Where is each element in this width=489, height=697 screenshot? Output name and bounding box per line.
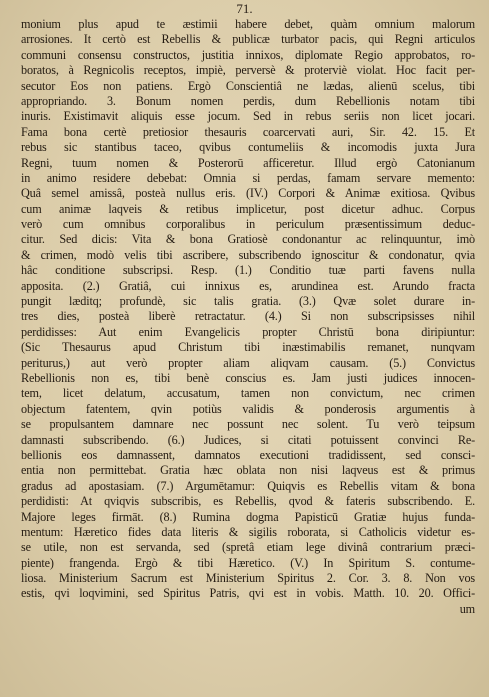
text-line: damnasti subscribendo. (6.) Judices, si citati potuissent convinci Re- — [21, 432, 475, 447]
text-line: monium plus apud te æstimii habere debet, quàm omnium malorum — [21, 17, 475, 31]
text-line: & crimen, modò velis tibi ascribere, subscribendo ignoscitur & condonatur, qvia — [21, 247, 475, 262]
text-line: Rebellionis non es, tibi benè conscius es. Jam justi judices innocen- — [21, 370, 475, 385]
text-line: inuris. Existimavit aliquis esse jocum. Sed in rebus seriis non licet jocari. — [21, 109, 475, 124]
text-line: (Sic Thesaurus apud Christum tibi inæstimabilis remanet, nunqvam — [21, 340, 475, 355]
text-line: liosa. Ministerium Sacrum est Ministerium Spiritus 2. Cor. 3. 8. Non vos — [21, 571, 475, 586]
text-line: in animo residere debebat: Omnia si perdas, famam servare memento: — [21, 170, 475, 185]
text-line: cum animæ laqveis & retibus implicetur, post dicetur adhuc. Corpus — [21, 201, 475, 216]
text-line: bellionis eos damnassent, damnatos executioni tradidissent, sed consci- — [21, 447, 475, 462]
text-line: Quâ semel amissâ, posteà nullus eris. (IV.) Corpori & Animæ exitiosa. Qvibus — [21, 186, 475, 201]
text-line: perdidisses: Aut enim Evangelicis propter Christū bona diripiuntur: — [21, 324, 475, 339]
text-line: verò cum omnibus corporalibus in periculum præsentissimum deduc- — [21, 217, 475, 232]
text-line: tres dies, posteà liberè retractatur. (4.) Si non subscripsisses nihil — [21, 309, 475, 324]
text-line: arrosiones. It certò est Rebellis & publicæ turbator pacis, qui Regni articulos — [21, 32, 475, 47]
text-line: piente) frangenda. Ergò & tibi Hæretico. (V.) In Spiritum S. contume- — [21, 555, 475, 570]
text-line: estis, qvi loqvimini, sed Spiritus Patris, qvi est in vobis. Matth. 10. 20. Offici- — [21, 586, 475, 601]
text-line: Majore leges firmāt. (8.) Rumina dogma Papisticū Gratiæ hujus funda- — [21, 509, 475, 524]
text-line: objectum fatentem, qvin potiùs validis & ponderosis argumentis à — [21, 401, 475, 416]
text-line: entia non permittebat. Gratia hæc oblata non nisi laqveus est & primus — [21, 463, 475, 478]
text-line: secutor Eos non patiens. Ergò Conscientiâ ne lædas, alienū scelus, tibi — [21, 78, 475, 93]
text-line: Fama bona certè pretiosior thesauris coarcervati auri, Sir. 42. 15. Et — [21, 124, 475, 139]
body-text — [21, 17, 475, 617]
text-line: pungit læditq; profundè, sic talis gratia. (3.) Qvæ solet durare in- — [21, 294, 475, 309]
text-line: hâc conditione subscripsi. Resp. (1.) Conditio tuæ parti favens nulla — [21, 263, 475, 278]
page-number: 71. — [236, 1, 253, 16]
text-line: perdidisti: At qviqvis subscribis, es Rebellis, qvod & fateris subscribendo. E. — [21, 494, 475, 509]
text-line: rebus sic stantibus taceo, qvibus contumeliis & incomodis juxta Jura — [21, 140, 475, 155]
text-line: communi consensu constructos, justitia innixos, diplomate Regio approbatos, ro- — [21, 47, 475, 62]
text-line: appropriando. 3. Bonum nomen perdis, dum Rebellionis notam tibi — [21, 93, 475, 108]
text-line: Regni, tuum nomen & Posterorū afficeretur. Illud ergò Catonianum — [21, 155, 475, 170]
text-line: tem, licet delatum, accusatum, tamen non convictum, nec crimen — [21, 386, 475, 401]
text-line: um — [459, 601, 475, 616]
text-line: boratos, à Regnicolis receptos, impiè, perversè & proterviè violat. Hoc facit per- — [21, 63, 475, 78]
text-line: mentum: Hæretico fides data literis & sigilis roborata, si Catholicis videtur es- — [21, 524, 475, 539]
text-line: se utile, non est servanda, sed (spretâ etiam lege divinâ contrarium præci- — [21, 540, 475, 555]
text-line: citur. Sed dicis: Vita & bona Gratiosè condonantur ac relinquuntur, imò — [21, 232, 475, 247]
text-line: periturus,) aut verò propter aliam aliqvam causam. (5.) Convictus — [21, 355, 475, 370]
text-line: se propulsantem damnare nec possunt nec solent. Tu verò teipsum — [21, 417, 475, 432]
text-line: gradus ad apostasiam. (7.) Argumētamur: Quiqvis es Rebellis vitam & bona — [21, 478, 475, 493]
text-line: apposita. (2.) Gratiâ, cui innixus es, arundinea est. Arundo fracta — [21, 278, 475, 293]
